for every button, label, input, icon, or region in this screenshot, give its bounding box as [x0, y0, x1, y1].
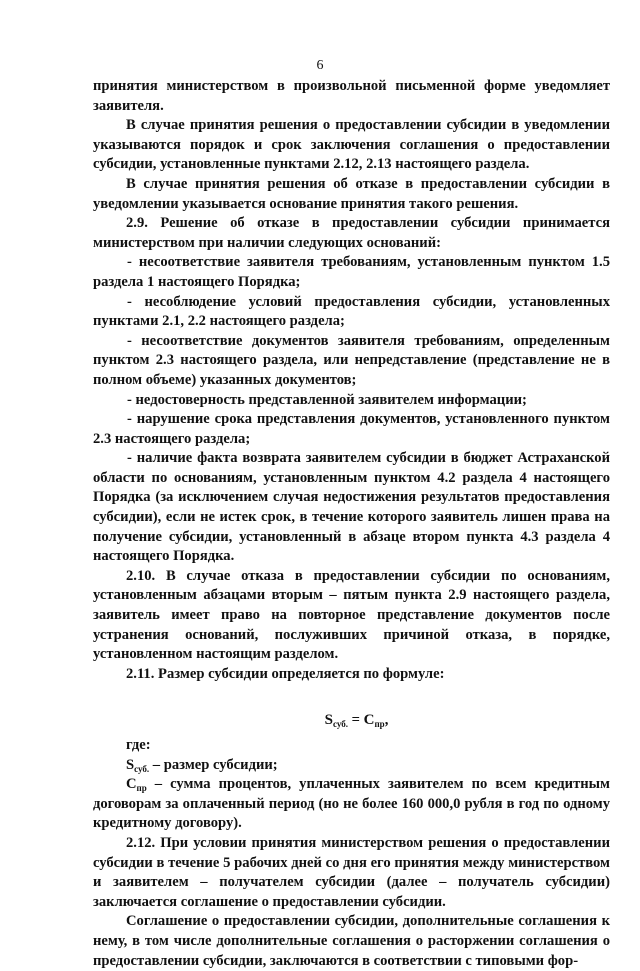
- definition-c-text: – сумма процентов, уплаченных заявителем по всем кредитным договорам за оплаченный период (но не более 160 000,0 рубля в год по одному кредитному договору).: [93, 776, 610, 832]
- definition-s: [93, 756, 610, 776]
- formula-c-symbol: С: [363, 712, 375, 729]
- page-number: 6: [316, 58, 324, 73]
- refusal-ground-5: - нарушение срока представления документов, установленного пунктом 2.3 настоящего раздела;: [93, 411, 610, 447]
- paragraph-2-9: 2.9. Решение об отказе в предоставлении субсидии принимается министерством при наличии следующих оснований:: [93, 215, 610, 251]
- paragraph-notice-refusal: В случае принятия решения об отказе в предоставлении субсидии в уведомлении указывается основание принятия такого решения.: [93, 175, 610, 212]
- definition-s-symbol: S: [126, 756, 135, 773]
- document-body: [93, 77, 610, 971]
- definition-s-text: – размер субсидии;: [152, 756, 278, 773]
- paragraph-2-12: 2.12. При условии принятия министерством решения о предоставлении субсидии в течение 5 рабочих дней со дня его принятия между министерством и заявителем – получателем субсидии (далее – получатель субсидии) заключается соглашение о предоставлении субсидии.: [93, 834, 610, 910]
- paragraph-continuation: принятия министерством в произвольной письменной форме уведомляет заявителя.: [93, 78, 610, 114]
- definition-s-subscript: суб.: [134, 763, 150, 774]
- formula-trailing: ,: [384, 712, 389, 729]
- definition-c: [93, 775, 610, 834]
- paragraph-2-11: 2.11. Размер субсидии определяется по формуле:: [126, 665, 445, 682]
- where-label: где:: [126, 737, 151, 753]
- formula-c-subscript: пр: [374, 719, 385, 730]
- subsidy-formula: [93, 711, 610, 731]
- refusal-ground-3: - несоответствие документов заявителя требованиям, определенным пунктом 2.3 настоящего раздела, или непредставление (представление не в полном объеме) указанных документов;: [93, 332, 610, 388]
- definition-c-subscript: пр: [136, 783, 147, 794]
- formula-s-symbol: S: [324, 712, 333, 729]
- refusal-ground-4: - недостоверность представленной заявителем информации;: [127, 391, 527, 408]
- formula-equals: =: [351, 712, 360, 729]
- paragraph-notice-grant: В случае принятия решения о предоставлении субсидии в уведомлении указываются порядок и срок заключения соглашения о предоставлении субсидии, установленные пунктами 2.12, 2.13 настоящего раздела.: [93, 117, 610, 173]
- definition-c-symbol: С: [126, 776, 137, 793]
- formula-s-subscript: суб.: [332, 719, 348, 730]
- paragraph-2-10: 2.10. В случае отказа в предоставлении субсидии по основаниям, установленным абзацами вторым – пятым пункта 2.9 настоящего раздела, заявитель имеет право на повторное представление документов после устранения оснований, послуживших причиной отказа, в порядке, установленном настоящим разделом.: [93, 567, 610, 663]
- refusal-ground-1: - несоответствие заявителя требованиям, установленным пунктом 1.5 раздела 1 настоящего Порядка;: [93, 254, 610, 290]
- refusal-ground-2: - несоблюдение условий предоставления субсидии, установленных пунктами 2.1, 2.2 настоящего раздела;: [93, 293, 610, 330]
- paragraph-agreement: Соглашение о предоставлении субсидии, дополнительные соглашения к нему, в том числе дополнительные соглашения о расторжении соглашения о предоставлении субсидии, заключаются в соответствии с типовыми фор-: [93, 913, 610, 969]
- refusal-ground-6: - наличие факта возврата заявителем субсидии в бюджет Астраханской области по основаниям, установленным пунктом 4.2 раздела 4 настоящего Порядка (за исключением случая недостижения результатов предоставления субсидии), если не истек срок, в течение которого заявитель лишен права на получение субсидии, установленный в абзаце втором пункта 4.3 раздела 4 настоящего Порядка.: [93, 450, 610, 565]
